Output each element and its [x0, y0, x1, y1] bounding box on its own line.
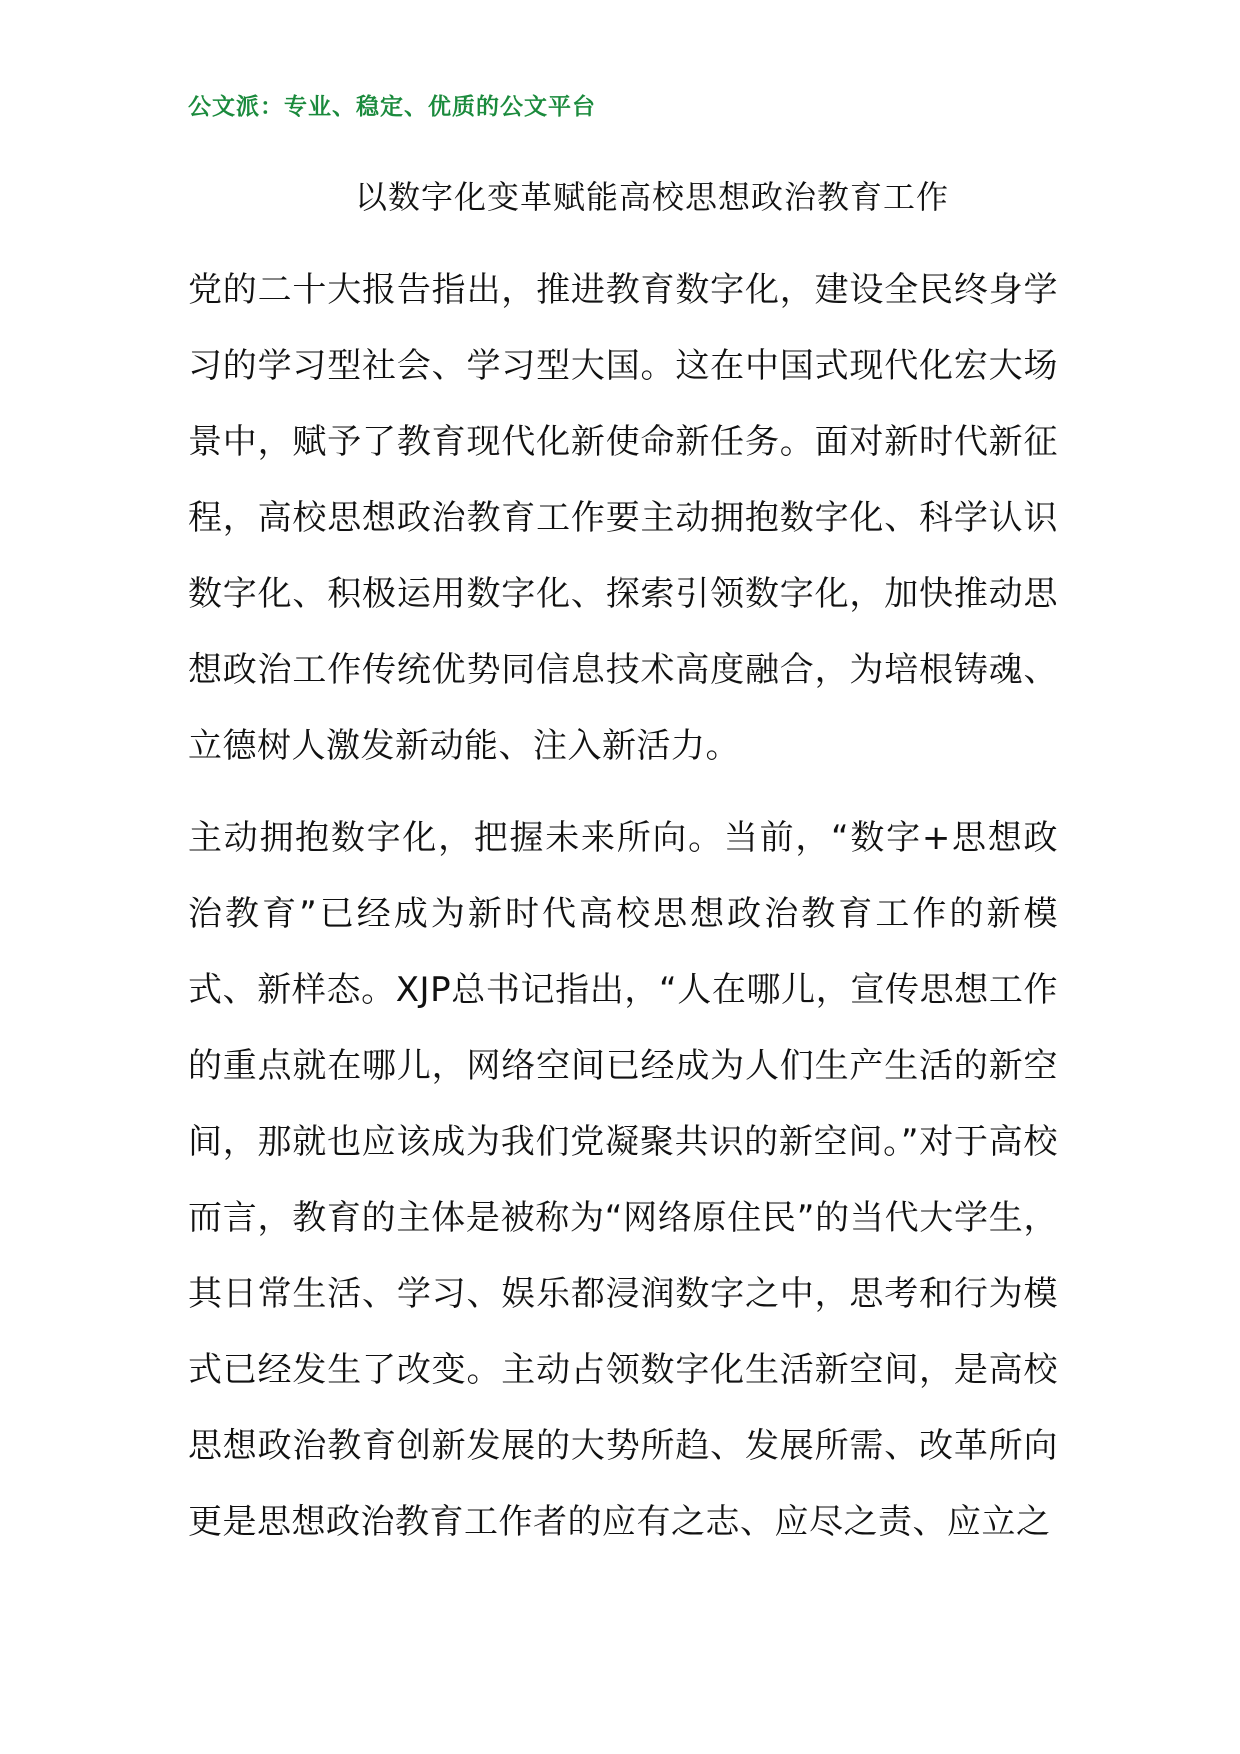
paragraph-1: 党的二十大报告指出，推进教育数字化，建设全民终身学习的学习型社会、学习型大国。这在中国式现代化宏大场景中，赋予了教育现代化新使命新任务。面对新时代新征程，高校思想政治教育工作要主动拥抱数字化、科学认识数字化、积极运用数字化、探索引领数字化，加快推动思想政治工作传统优势同信息技术高度融合，为培根铸魂、立德树人激发新动能、注入新活力。 — [188, 270, 1058, 766]
document-title: 以数字化变革赋能高校思想政治教育工作 — [355, 178, 950, 216]
platform-header: 公文派：专业、稳定、优质的公文平台 — [188, 94, 596, 120]
paragraph-2: 主动拥抱数字化，把握未来所向。当前，“数字+思想政治教育”已经成为新时代高校思想政治教育工作的新模式、新样态。XJP总书记指出，“人在哪儿，宣传思想工作的重点就在哪儿，网络空间已经成为人们生产生活的新空间，那就也应该成为我们党凝聚共识的新空间。”对于高校而言，教育的主体是被称为“网络原住民”的当代大学生，其日常生活、学习、娱乐都浸润数字之中，思考和行为模式已经发生了改变。主动占领数字化生活新空间，是高校思想政治教育创新发展的大势所趋、发展所需、改革所向更是思想政治教育工作者的应有之志、应尽之责、应立之 — [188, 818, 1058, 1542]
